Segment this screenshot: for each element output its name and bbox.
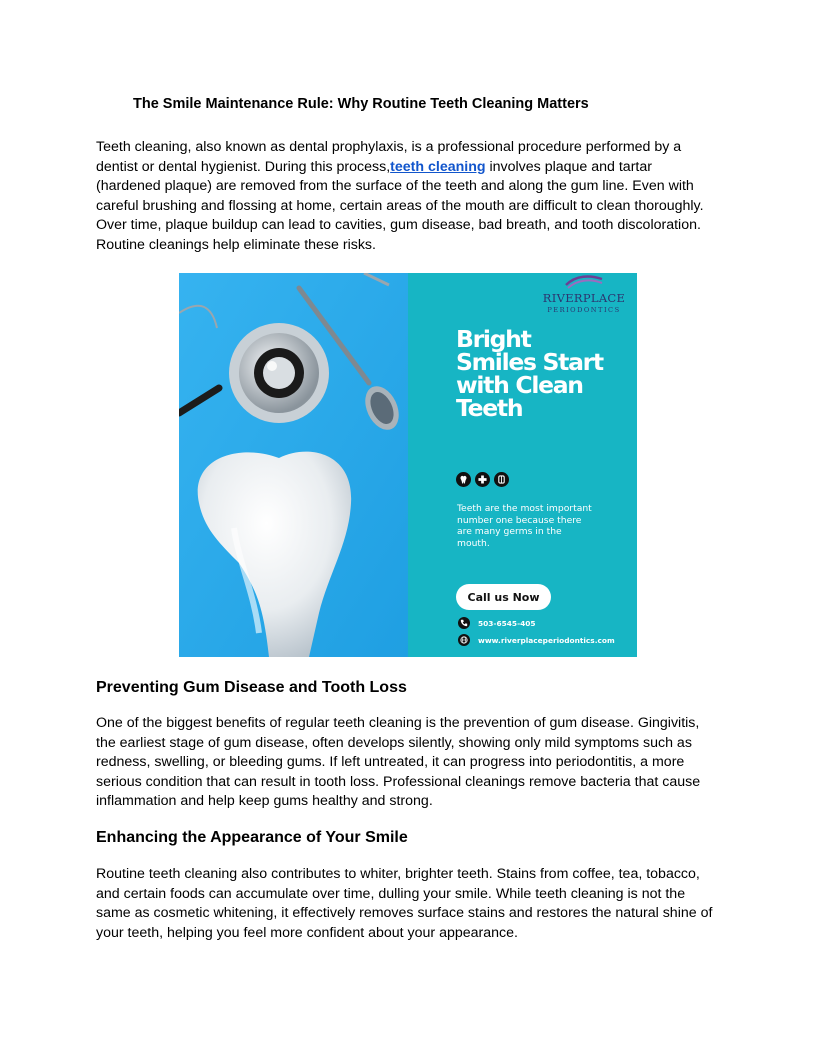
phone-icon [458, 617, 470, 629]
headline-line: with Clean [456, 371, 583, 399]
page-title: The Smile Maintenance Rule: Why Routine Teeth Cleaning Matters [133, 96, 589, 112]
headline-line: Bright [456, 325, 531, 353]
tooth-icon [456, 472, 471, 487]
phone-number: 503-6545-405 [478, 618, 536, 628]
promo-banner-image [179, 273, 637, 657]
banner-headline [456, 325, 631, 422]
teeth-cleaning-link[interactable]: teeth cleaning [390, 158, 486, 175]
globe-icon [458, 634, 470, 646]
plus-icon [475, 472, 490, 487]
headline-line: Teeth [456, 394, 523, 422]
intro-text-after-link: involves plaque and tartar (hardened plaque) are removed from the surface of the teeth and along the gum line. Even with careful brushing and flossing at home, certain areas of the mouth are difficult to clean thoroughly. Over time, plaque buildup can lead to cavities, gum disease, bad breath, and tooth discoloration. Routine cleanings help eliminate these risks. [96, 158, 704, 253]
headline-line: Smiles Start [456, 348, 603, 376]
section-paragraph: One of the biggest benefits of regular teeth cleaning is the prevention of gum disease. Gingivitis, the earliest stage of gum disease, often develops silently, showing only mild symptoms such as redness, swelling, or bleeding gums. If left untreated, it can progress into periodontitis, a more serious condition that can result in tooth loss. Professional cleanings remove bacteria that cause inflammation and help keep gums healthy and strong. [96, 715, 701, 810]
logo-swoosh-icon [564, 273, 604, 289]
section-heading: Enhancing the Appearance of Your Smile [96, 829, 408, 846]
website-contact [458, 634, 615, 646]
logo-subtitle: PERIODONTICS [547, 306, 621, 314]
section-heading: Preventing Gum Disease and Tooth Loss [96, 679, 407, 696]
section-paragraph: Routine teeth cleaning also contributes to whiter, brighter teeth. Stains from coffee, tea, tobacco, and certain foods can accumulate over time, dulling your smile. While teeth cleaning is not the same as cosmetic whitening, it effectively removes surface stains and restores the natural shine of your teeth, helping you feel more confident about your appearance. [96, 866, 713, 941]
intro-text-before-link: Teeth cleaning, also known as dental prophylaxis, is a professional procedure performed by a dentist or dental hygienist. During this process, [96, 139, 682, 175]
riverplace-logo [539, 273, 629, 314]
banner-tagline: Teeth are the most important number one because there are many germs in the mouth. [457, 503, 592, 549]
dental-tools-photo [179, 273, 408, 657]
logo-name: RIVERPLACE [542, 291, 626, 305]
phone-contact [458, 617, 536, 629]
floss-icon [494, 472, 509, 487]
website-url: www.riverplaceperiodontics.com [478, 635, 615, 645]
service-icons [456, 472, 509, 487]
call-us-now-button[interactable]: Call us Now [456, 584, 551, 610]
intro-paragraph [96, 138, 720, 256]
promo-panel [408, 273, 637, 657]
